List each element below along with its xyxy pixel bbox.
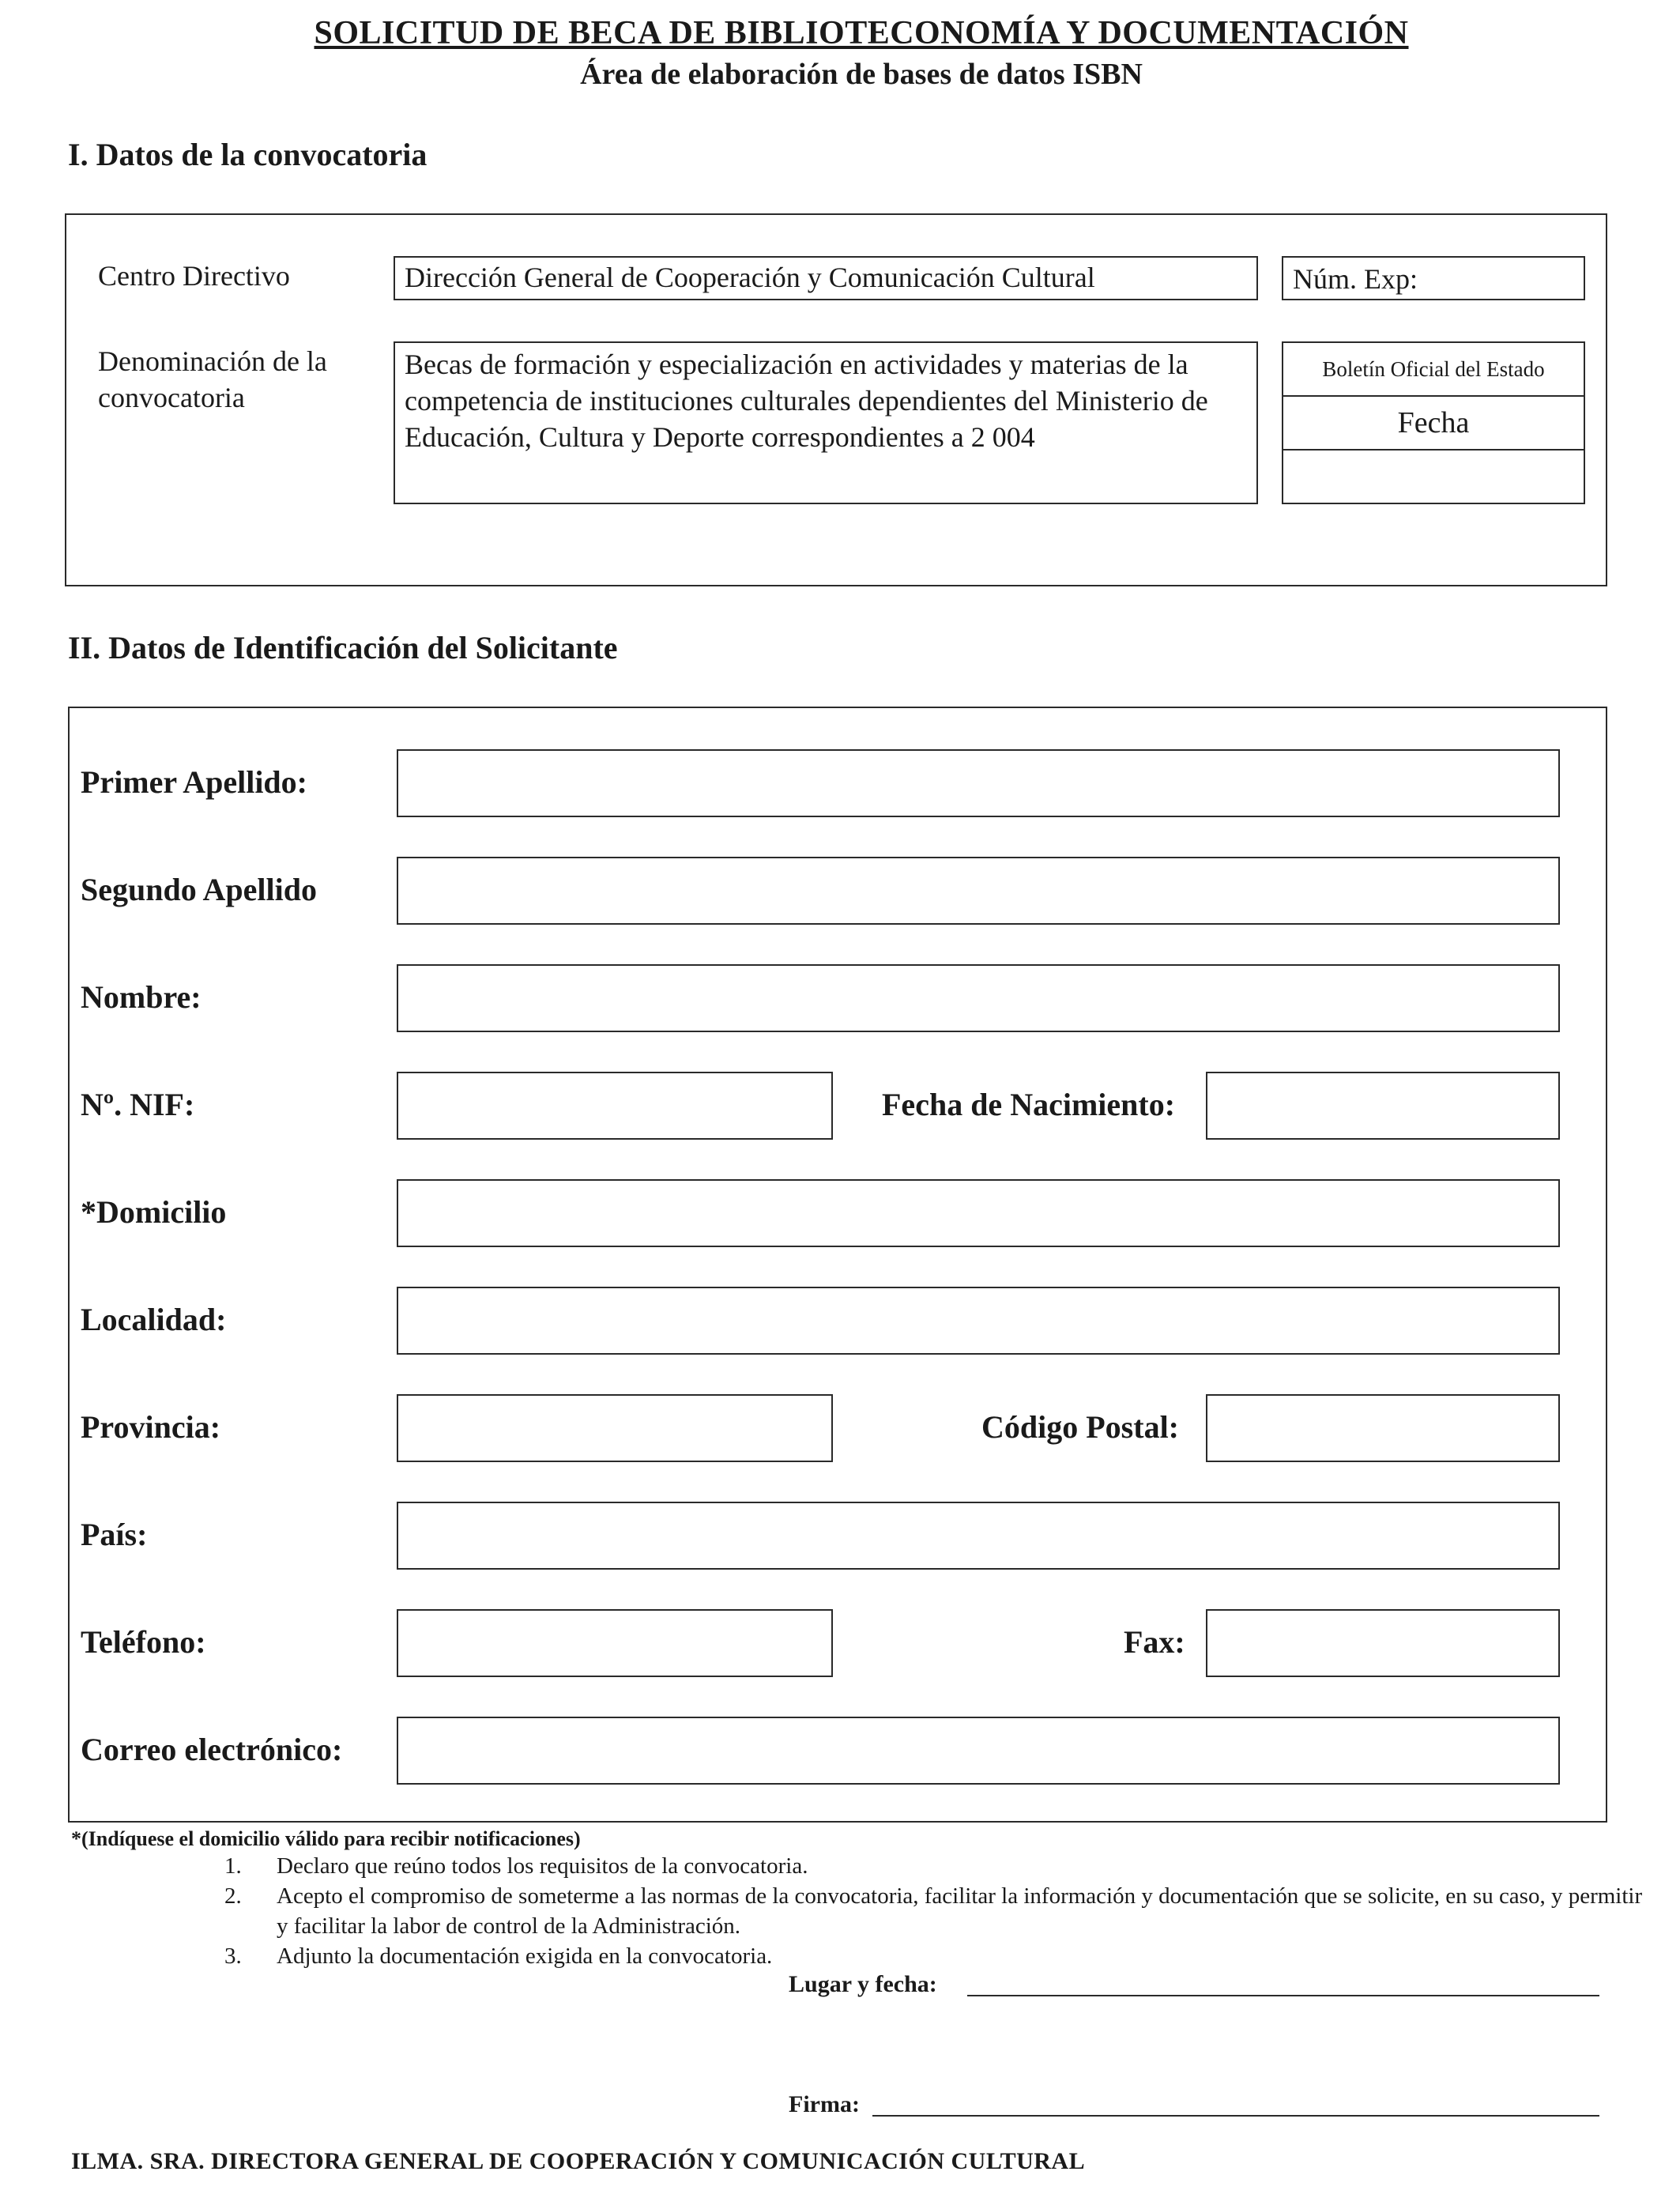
nombre-label: Nombre: [81,979,202,1015]
lugar-fecha-line[interactable] [967,1995,1599,1996]
localidad-label: Localidad: [81,1302,227,1337]
firma-line[interactable] [872,2115,1599,2117]
codigo-postal-label: Código Postal: [981,1409,1179,1445]
correo-label: Correo electrónico: [81,1732,343,1767]
declaration-2-number: 2. [224,1883,242,1909]
nif-label: Nº. NIF: [81,1087,195,1122]
boe-fecha-value-field[interactable] [1283,450,1584,503]
segundo-apellido-label: Segundo Apellido [81,872,318,907]
pais-input[interactable] [397,1502,1560,1570]
provincia-input[interactable] [397,1394,833,1462]
fax-input[interactable] [1206,1609,1560,1677]
denominacion-field[interactable] [394,341,1258,504]
num-exp-label: Núm. Exp: [1293,263,1418,295]
denominacion-label: Denominación de la convocatoria [98,345,327,413]
fecha-label: Fecha [1283,397,1584,450]
correo-input[interactable] [397,1717,1560,1785]
centro-directivo-field[interactable] [394,256,1258,300]
domicilio-note: *(Indíquese el domicilio válido para recibir notificaciones) [71,1827,581,1850]
section-1-heading: I. Datos de la convocatoria [68,137,428,172]
lugar-fecha-label: Lugar y fecha: [789,1971,937,1997]
domicilio-label: *Domicilio [81,1194,227,1230]
telefono-input[interactable] [397,1609,833,1677]
boe-box [1282,341,1585,504]
convocatoria-box [65,213,1607,586]
denominacion-value: Becas de formación y especialización en actividades y materias de la competencia de instituciones culturales dependientes del Ministerio de Educación, Cultura y Deporte correspondientes a 2 004 [405,349,1208,453]
fecha-nacimiento-label: Fecha de Nacimiento: [882,1087,1176,1122]
firma-label: Firma: [789,2091,860,2117]
declaration-2-text: Acepto el compromiso de someterme a las normas de la convocatoria, facilitar la información y documentación que se solicite, en su caso, y permitir y facilitar la labor de control de la Administración. [277,1883,1643,1939]
boe-label: Boletín Oficial del Estado [1283,343,1584,397]
fax-label: Fax: [1124,1624,1185,1660]
fecha-nacimiento-input[interactable] [1206,1072,1560,1140]
declaration-1-text: Declaro que reúno todos los requisitos de la convocatoria. [277,1853,808,1879]
domicilio-input[interactable] [397,1179,1560,1247]
section-2-heading: II. Datos de Identificación del Solicitante [68,630,618,665]
document-subtitle: Área de elaboración de bases de datos ISBN [580,58,1143,91]
document-title: SOLICITUD DE BECA DE BIBLIOTECONOMÍA Y DOCUMENTACIÓN [314,15,1409,51]
primer-apellido-input[interactable] [397,749,1560,817]
telefono-label: Teléfono: [81,1624,206,1660]
addressee-footer: ILMA. SRA. DIRECTORA GENERAL DE COOPERACIÓN Y COMUNICACIÓN CULTURAL [71,2148,1086,2174]
codigo-postal-input[interactable] [1206,1394,1560,1462]
declaration-3-number: 3. [224,1943,242,1969]
primer-apellido-label: Primer Apellido: [81,764,307,800]
pais-label: País: [81,1517,148,1552]
segundo-apellido-input[interactable] [397,857,1560,925]
declaration-3-text: Adjunto la documentación exigida en la convocatoria. [277,1943,773,1969]
localidad-input[interactable] [397,1287,1560,1355]
declaration-1-number: 1. [224,1853,242,1879]
centro-directivo-value: Dirección General de Cooperación y Comunicación Cultural [405,262,1095,293]
num-exp-field[interactable] [1282,256,1585,300]
centro-directivo-label: Centro Directivo [98,260,290,292]
solicitante-box [68,707,1607,1823]
provincia-label: Provincia: [81,1409,221,1445]
nombre-input[interactable] [397,964,1560,1032]
nif-input[interactable] [397,1072,833,1140]
